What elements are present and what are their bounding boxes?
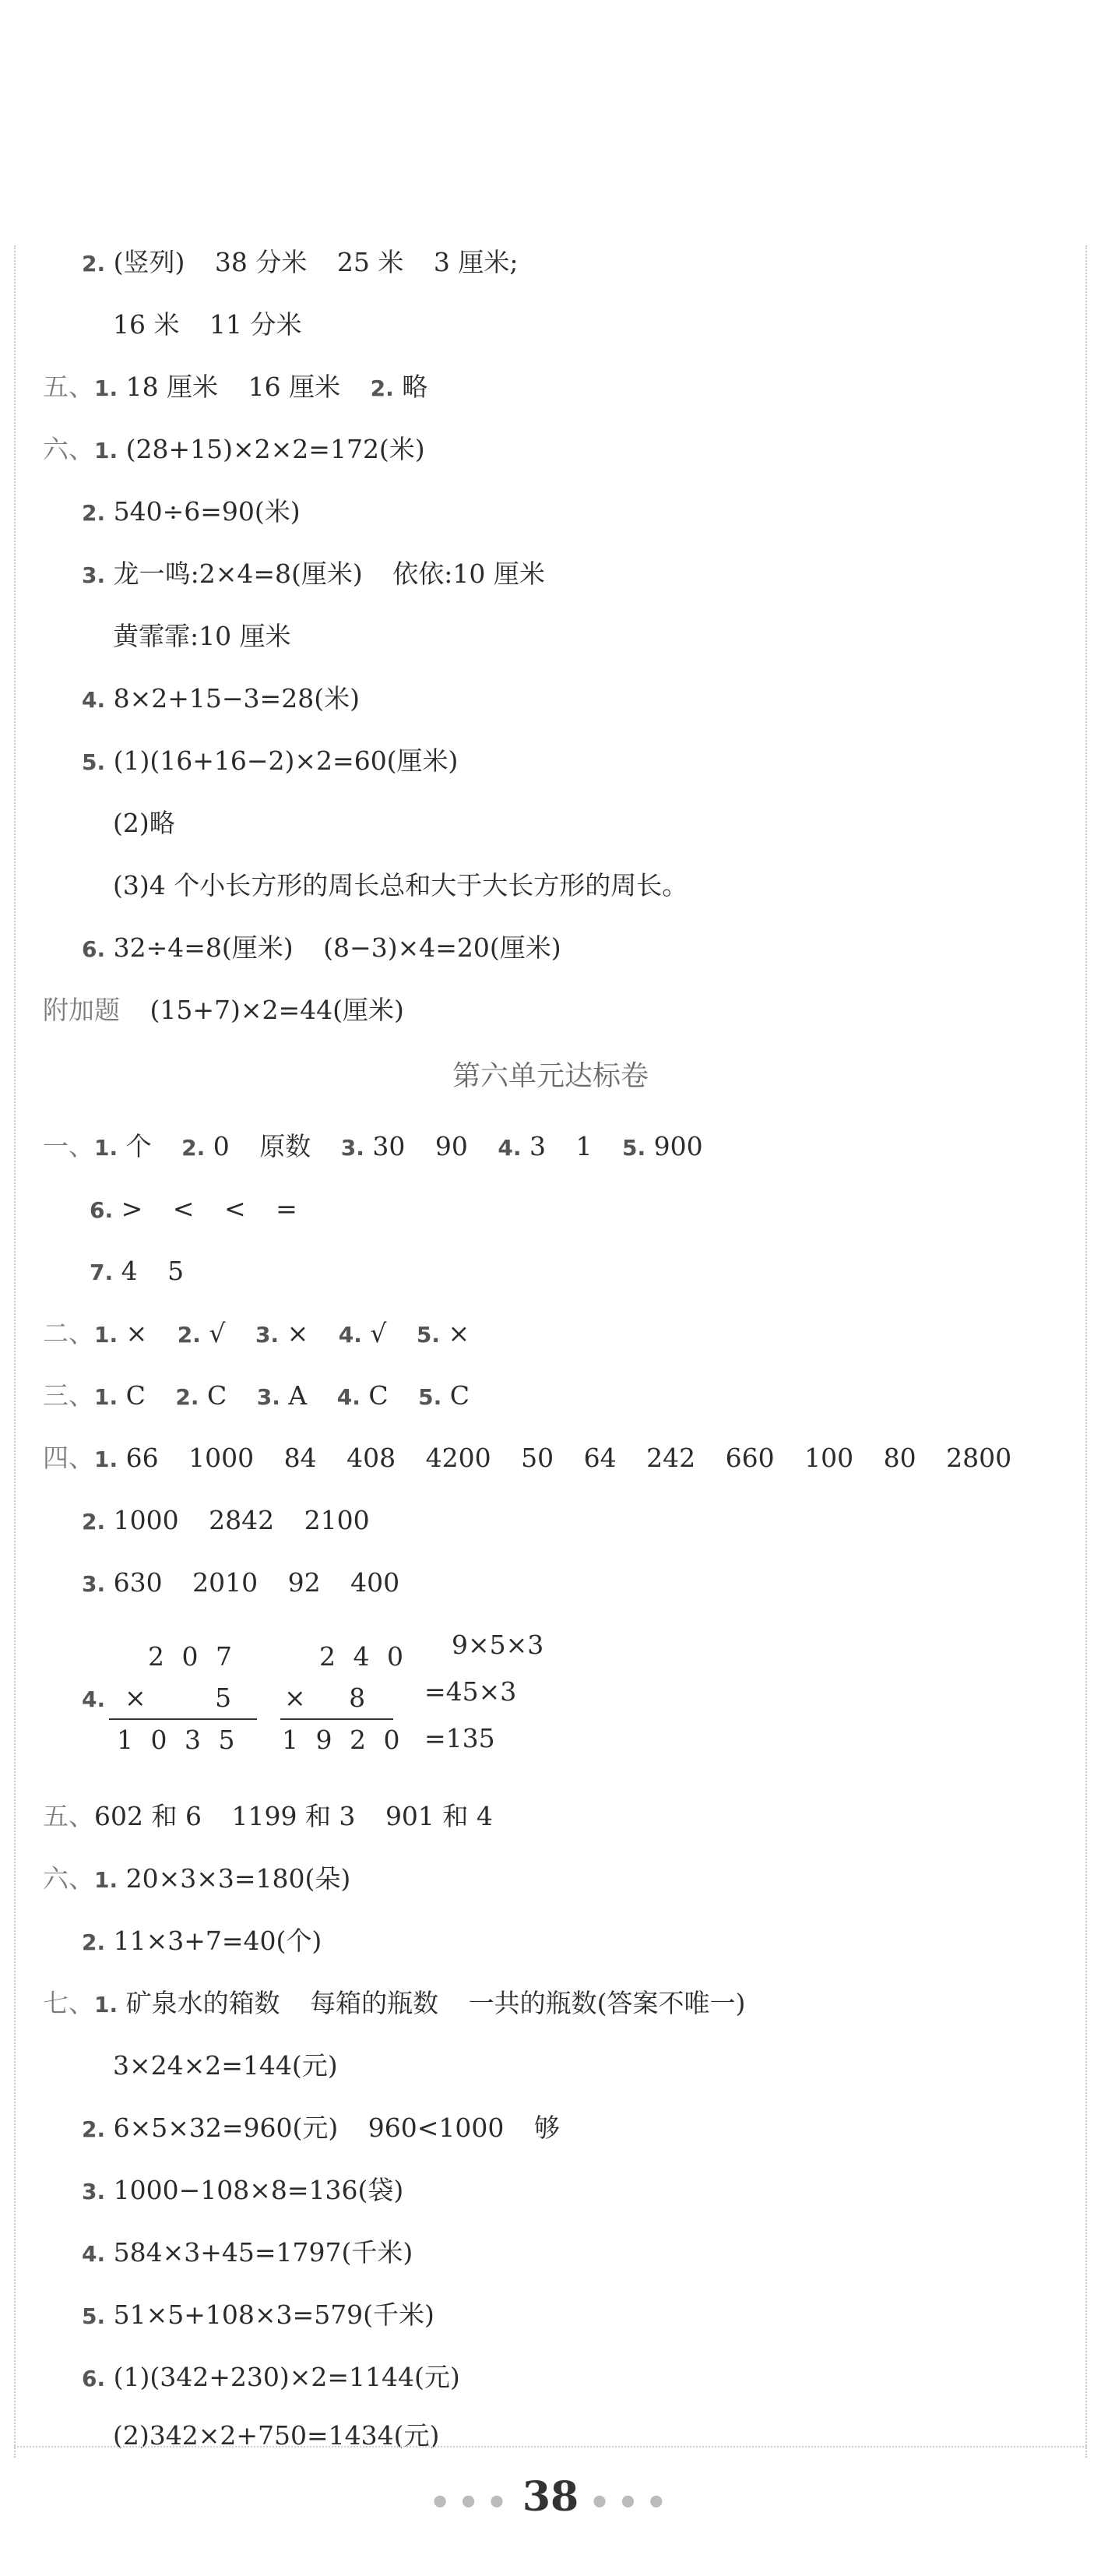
decorative-dots-left: ● ● ● — [433, 2490, 508, 2510]
calc-step-1: 9×5×3 — [452, 1630, 544, 1660]
answer-line: (2)342×2+750=1434(元) — [113, 2420, 440, 2451]
vertical-b-mid: × 8 — [284, 1683, 371, 1713]
vertical-a-mid: × 5 — [125, 1683, 237, 1713]
answer-line: 六、1. (28+15)×2×2=172(米) — [43, 434, 425, 464]
answer-line: 二、1. × 2. √ 3. × 4. √ 5. × — [43, 1318, 470, 1348]
vertical-b-result: 1 9 2 0 — [282, 1725, 405, 1755]
page-number: ● ● ● 38 ● ● ● — [433, 2473, 668, 2521]
answer-line: 3×24×2=144(元) — [113, 2050, 338, 2081]
vertical-b-top: 2 4 0 — [319, 1641, 408, 1672]
answer-line: 6. (1)(342+230)×2=1144(元) — [82, 2362, 460, 2392]
vertical-b-rule — [280, 1718, 393, 1720]
answer-line: 附加题 (15+7)×2=44(厘米) — [43, 995, 404, 1025]
answer-line: 5. 51×5+108×3=579(千米) — [82, 2299, 434, 2330]
answer-line: 4. 8×2+15−3=28(米) — [82, 683, 360, 714]
answer-line: 2. 6×5×32=960(元) 960<1000 够 — [82, 2113, 560, 2143]
answer-line: 7. 4 5 — [90, 1256, 185, 1286]
vertical-a-rule — [109, 1718, 257, 1720]
calc-step-3: =135 — [424, 1723, 495, 1753]
answer-line: 五、1. 18 厘米 16 厘米 2. 略 — [43, 372, 428, 402]
answer-line: 3. 630 2010 92 400 — [82, 1567, 400, 1598]
answer-line: 一、1. 个 2. 0 原数 3. 30 90 4. 3 1 5. 900 — [43, 1131, 703, 1161]
vertical-label: 4. — [82, 1686, 106, 1712]
answer-line: 3. 1000−108×8=136(袋) — [82, 2175, 404, 2205]
answer-line: 5. (1)(16+16−2)×2=60(厘米) — [82, 745, 459, 776]
answer-line: 6. 32÷4=8(厘米) (8−3)×4=20(厘米) — [82, 932, 561, 963]
answer-line: 3. 龙一鸣:2×4=8(厘米) 依依:10 厘米 — [82, 559, 545, 589]
answer-line: 六、1. 20×3×3=180(朵) — [43, 1863, 351, 1894]
page-border-right — [1085, 245, 1087, 2458]
answer-line: 黄霏霏:10 厘米 — [113, 621, 291, 651]
answer-line: 2. (竖列) 38 分米 25 米 3 厘米; — [82, 247, 519, 277]
answer-line: 6. > < < = — [90, 1193, 297, 1224]
calc-step-2: =45×3 — [424, 1676, 517, 1707]
answer-line: 2. 540÷6=90(米) — [82, 496, 301, 527]
answer-line: 2. 11×3+7=40(个) — [82, 1926, 322, 1956]
answer-line: 四、1. 66 1000 84 408 4200 50 64 242 660 100 80 2800 — [43, 1443, 1012, 1473]
answer-line: 五、602 和 6 1199 和 3 901 和 4 — [43, 1801, 493, 1831]
decorative-dots-right: ● ● ● — [593, 2490, 668, 2510]
answer-line: 2. 1000 2842 2100 — [82, 1505, 370, 1535]
vertical-a-top: 2 0 7 — [148, 1641, 237, 1672]
answer-line: 16 米 11 分米 — [113, 309, 302, 340]
page-border-left — [14, 245, 16, 2458]
answer-line: 4. 584×3+45=1797(千米) — [82, 2237, 413, 2268]
answer-line: 三、1. C 2. C 3. A 4. C 5. C — [43, 1380, 470, 1411]
section-title: 第六单元达标卷 — [452, 1060, 649, 1092]
answer-line: (3)4 个小长方形的周长总和大于大长方形的周长。 — [113, 870, 688, 900]
vertical-a-result: 1 0 3 5 — [117, 1725, 240, 1755]
footer-divider — [14, 2446, 1087, 2447]
answer-line: 七、1. 矿泉水的箱数 每箱的瓶数 一共的瓶数(答案不唯一) — [43, 1988, 746, 2018]
answer-line: (2)略 — [113, 808, 175, 838]
